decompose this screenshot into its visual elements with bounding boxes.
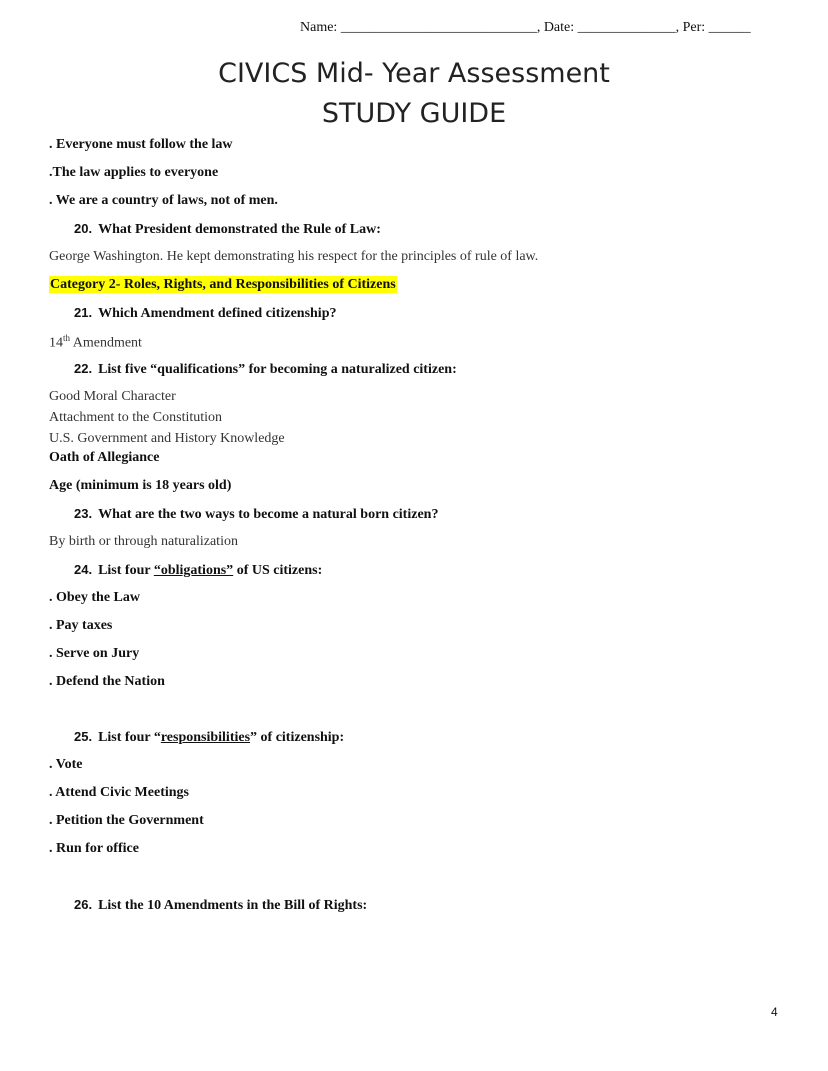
answer-24-1: . Obey the Law (49, 590, 140, 605)
answer-22-1: Good Moral Character (49, 389, 176, 404)
question-number: 26. (74, 897, 93, 912)
rule-of-law-point-2: .The law applies to everyone (49, 165, 219, 180)
question-text-pre: List four “ (98, 730, 161, 745)
answer-22-2: Attachment to the Constitution (49, 410, 223, 425)
answer-24-3: . Serve on Jury (49, 646, 140, 661)
question-number: 21. (74, 305, 93, 320)
page-number: 4 (771, 1005, 778, 1019)
question-text: List five “qualifications” for becoming a naturalized citizen: (98, 362, 457, 377)
answer-21 (49, 333, 142, 352)
question-number: 20. (74, 221, 93, 236)
answer-24-2: . Pay taxes (49, 618, 113, 633)
question-text: What are the two ways to become a natural born citizen? (98, 507, 439, 522)
question-24 (74, 562, 322, 579)
question-text: What President demonstrated the Rule of Law: (98, 222, 381, 237)
category-heading (49, 277, 397, 293)
answer-22-4: Oath of Allegiance (49, 450, 160, 465)
rule-of-law-point-1: . Everyone must follow the law (49, 137, 233, 152)
question-text-underlined: “obligations” (153, 563, 234, 578)
question-text-pre: List four (98, 563, 154, 578)
answer-22-5: Age (minimum is 18 years old) (49, 478, 232, 493)
rule-of-law-point-3: . We are a country of laws, not of men. (49, 193, 278, 208)
question-21 (74, 305, 336, 322)
category-highlight: Category 2- Roles, Rights, and Responsibilities of Citizens (50, 277, 396, 292)
answer-prefix: 14 (49, 335, 63, 351)
question-number: 22. (74, 361, 93, 376)
question-text: List the 10 Amendments in the Bill of Rights: (98, 898, 368, 913)
question-25 (74, 729, 344, 746)
answer-20: George Washington. He kept demonstrating his respect for the principles of rule of law. (49, 249, 539, 264)
answer-25-4: . Run for office (49, 841, 139, 856)
question-20 (74, 221, 381, 238)
page-title: CIVICS Mid- Year Assessment (218, 58, 610, 89)
question-text-post: ” of citizenship: (250, 730, 345, 745)
question-number: 23. (74, 506, 93, 521)
answer-superscript: th (63, 333, 71, 343)
answer-suffix: Amendment (70, 335, 142, 351)
question-text-underlined: responsibilities (160, 730, 251, 745)
page-subtitle: STUDY GUIDE (321, 98, 507, 129)
answer-23: By birth or through naturalization (49, 534, 238, 549)
question-23 (74, 506, 438, 523)
question-text-post: of US citizens: (233, 563, 323, 578)
question-text: Which Amendment defined citizenship? (98, 306, 337, 321)
answer-22-3: U.S. Government and History Knowledge (49, 431, 285, 446)
question-number: 25. (74, 729, 93, 744)
question-number: 24. (74, 562, 93, 577)
answer-24-4: . Defend the Nation (49, 674, 165, 689)
header-name-date-period: Name: ____________________________, Date: ______________, Per: ______ (300, 20, 751, 35)
answer-25-1: . Vote (49, 757, 83, 772)
answer-25-3: . Petition the Government (49, 813, 204, 828)
answer-25-2: . Attend Civic Meetings (49, 785, 189, 800)
question-22 (74, 361, 457, 378)
question-26 (74, 897, 367, 914)
